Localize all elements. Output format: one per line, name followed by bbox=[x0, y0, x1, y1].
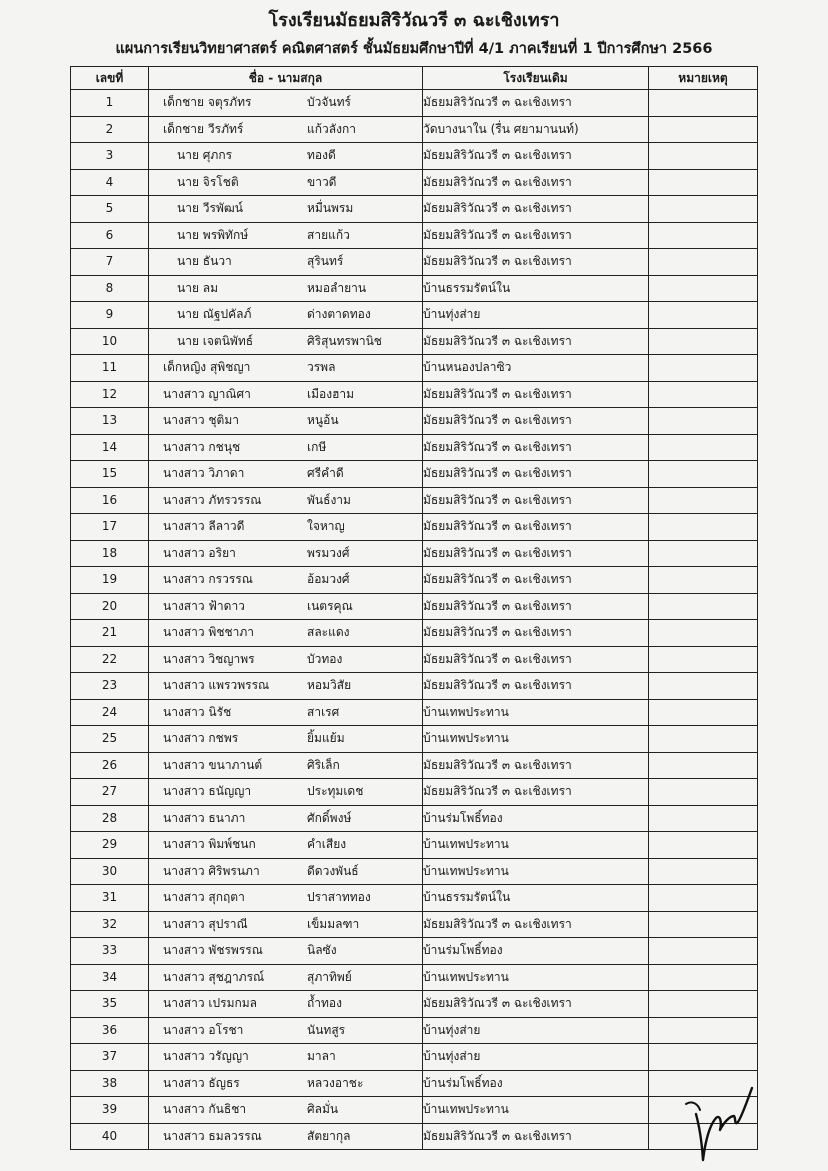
student-given-name: นางสาว พิชชาภา bbox=[163, 625, 255, 639]
student-surname: ศิลมั่น bbox=[307, 1102, 339, 1116]
table-row bbox=[71, 567, 758, 594]
previous-school: มัธยมสิริวัณวรี ๓ ฉะเชิงเทรา bbox=[423, 196, 649, 223]
row-number: 6 bbox=[71, 222, 149, 249]
student-given-name: นางสาว ธนัญญา bbox=[163, 784, 252, 798]
student-surname: ด่างตาดทอง bbox=[307, 307, 371, 321]
header-remarks: หมายเหตุ bbox=[649, 67, 758, 90]
previous-school: มัธยมสิริวัณวรี ๓ ฉะเชิงเทรา bbox=[423, 752, 649, 779]
student-name bbox=[149, 514, 423, 541]
table-row bbox=[71, 275, 758, 302]
table-row bbox=[71, 1123, 758, 1150]
student-surname: ประทุมเดช bbox=[307, 784, 364, 798]
table-body bbox=[71, 90, 758, 1150]
remark-cell bbox=[649, 832, 758, 859]
previous-school: บ้านร่มโพธิ์ทอง bbox=[423, 805, 649, 832]
table-row bbox=[71, 1070, 758, 1097]
student-surname: เมืองฮาม bbox=[307, 386, 355, 401]
student-surname: สุภาทิพย์ bbox=[307, 969, 352, 984]
previous-school: มัธยมสิริวัณวรี ๓ ฉะเชิงเทรา bbox=[423, 328, 649, 355]
row-number: 37 bbox=[71, 1044, 149, 1071]
row-number: 33 bbox=[71, 938, 149, 965]
remark-cell bbox=[649, 514, 758, 541]
table-row bbox=[71, 1097, 758, 1124]
student-surname: หมอลำยาน bbox=[307, 280, 367, 295]
student-given-name: นางสาว อโรชา bbox=[163, 1022, 244, 1037]
row-number: 24 bbox=[71, 699, 149, 726]
previous-school: มัธยมสิริวัณวรี ๓ ฉะเชิงเทรา bbox=[423, 487, 649, 514]
table-row bbox=[71, 911, 758, 938]
previous-school: มัธยมสิริวัณวรี ๓ ฉะเชิงเทรา bbox=[423, 593, 649, 620]
student-given-name: นางสาว พิมพ์ชนก bbox=[163, 837, 256, 851]
previous-school: บ้านร่มโพธิ์ทอง bbox=[423, 1070, 649, 1097]
table-row bbox=[71, 964, 758, 991]
remark-cell bbox=[649, 249, 758, 276]
table-row bbox=[71, 116, 758, 143]
row-number: 9 bbox=[71, 302, 149, 329]
student-surname: หมื่นพรม bbox=[307, 201, 354, 215]
student-given-name: นางสาว ลีลาวดี bbox=[163, 519, 245, 533]
student-given-name: นางสาว ธัญธร bbox=[163, 1075, 240, 1090]
student-name bbox=[149, 1123, 423, 1150]
previous-school: บ้านทุ่งส่าย bbox=[423, 302, 649, 329]
table-row bbox=[71, 726, 758, 753]
previous-school: มัธยมสิริวัณวรี ๓ ฉะเชิงเทรา bbox=[423, 514, 649, 541]
remark-cell bbox=[649, 461, 758, 488]
student-name bbox=[149, 885, 423, 912]
student-surname: อ้อมวงศ์ bbox=[307, 572, 350, 586]
table-row bbox=[71, 222, 758, 249]
table-row bbox=[71, 487, 758, 514]
row-number: 34 bbox=[71, 964, 149, 991]
student-given-name: นางสาว วิชญาพร bbox=[163, 651, 255, 666]
student-given-name: นางสาว กรวรรณ bbox=[163, 572, 253, 586]
student-given-name: นาย ธันวา bbox=[177, 254, 232, 268]
student-name bbox=[149, 593, 423, 620]
row-number: 29 bbox=[71, 832, 149, 859]
remark-cell bbox=[649, 726, 758, 753]
student-given-name: นางสาว ธนาภา bbox=[163, 810, 246, 825]
previous-school: มัธยมสิริวัณวรี ๓ ฉะเชิงเทรา bbox=[423, 249, 649, 276]
table-row bbox=[71, 593, 758, 620]
student-given-name: นางสาว อริยา bbox=[163, 545, 236, 560]
student-surname: นิลซัง bbox=[307, 943, 337, 957]
remark-cell bbox=[649, 646, 758, 673]
student-name bbox=[149, 143, 423, 170]
student-surname: เกษี bbox=[307, 439, 327, 454]
remark-cell bbox=[649, 699, 758, 726]
table-row bbox=[71, 461, 758, 488]
remark-cell bbox=[649, 143, 758, 170]
remark-cell bbox=[649, 381, 758, 408]
row-number: 7 bbox=[71, 249, 149, 276]
student-surname: ใจหาญ bbox=[307, 519, 345, 533]
student-name bbox=[149, 487, 423, 514]
row-number: 14 bbox=[71, 434, 149, 461]
student-surname: สาเรศ bbox=[307, 704, 340, 719]
row-number: 21 bbox=[71, 620, 149, 647]
row-number: 4 bbox=[71, 169, 149, 196]
row-number: 31 bbox=[71, 885, 149, 912]
student-name bbox=[149, 1097, 423, 1124]
student-surname: คำเสียง bbox=[307, 837, 347, 851]
student-name bbox=[149, 1017, 423, 1044]
student-name bbox=[149, 964, 423, 991]
student-surname: หนูอ้น bbox=[307, 413, 339, 427]
student-surname: ศรีคำดี bbox=[307, 466, 344, 480]
remark-cell bbox=[649, 673, 758, 700]
previous-school: บ้านร่มโพธิ์ทอง bbox=[423, 938, 649, 965]
previous-school: มัธยมสิริวัณวรี ๓ ฉะเชิงเทรา bbox=[423, 779, 649, 806]
student-name bbox=[149, 779, 423, 806]
student-surname: พรมวงศ์ bbox=[307, 545, 350, 560]
student-name bbox=[149, 249, 423, 276]
student-given-name: นางสาว กันธิชา bbox=[163, 1102, 247, 1116]
header-name: ชื่อ - นามสกุล bbox=[149, 67, 423, 90]
table-row bbox=[71, 249, 758, 276]
table-row bbox=[71, 540, 758, 567]
student-name bbox=[149, 832, 423, 859]
remark-cell bbox=[649, 938, 758, 965]
student-name bbox=[149, 1044, 423, 1071]
student-surname: หลวงอาชะ bbox=[307, 1075, 364, 1090]
table-row bbox=[71, 514, 758, 541]
student-given-name: นางสาว ขนาภานต์ bbox=[163, 757, 263, 772]
previous-school: มัธยมสิริวัณวรี ๓ ฉะเชิงเทรา bbox=[423, 991, 649, 1018]
student-given-name: นางสาว สุกฤตา bbox=[163, 890, 245, 904]
student-given-name: นางสาว สุชฎาภรณ์ bbox=[163, 969, 265, 984]
remark-cell bbox=[649, 1044, 758, 1071]
table-row bbox=[71, 196, 758, 223]
table-row bbox=[71, 381, 758, 408]
table-row bbox=[71, 938, 758, 965]
student-surname: พันธ์งาม bbox=[307, 492, 351, 507]
remark-cell bbox=[649, 911, 758, 938]
student-given-name: นางสาว แพรวพรรณ bbox=[163, 678, 270, 692]
previous-school: บ้านเทพประทาน bbox=[423, 858, 649, 885]
student-given-name: เด็กชาย จตุรภัทร bbox=[163, 95, 252, 109]
previous-school: มัธยมสิริวัณวรี ๓ ฉะเชิงเทรา bbox=[423, 381, 649, 408]
student-given-name: เด็กชาย วีรภัทร์ bbox=[163, 121, 244, 136]
student-name bbox=[149, 646, 423, 673]
row-number: 26 bbox=[71, 752, 149, 779]
student-surname: มาลา bbox=[307, 1049, 336, 1063]
row-number: 28 bbox=[71, 805, 149, 832]
row-number: 3 bbox=[71, 143, 149, 170]
student-name bbox=[149, 858, 423, 885]
student-name bbox=[149, 222, 423, 249]
previous-school: มัธยมสิริวัณวรี ๓ ฉะเชิงเทรา bbox=[423, 911, 649, 938]
student-surname: สัตยากุล bbox=[307, 1128, 351, 1143]
remark-cell bbox=[649, 620, 758, 647]
remark-cell bbox=[649, 991, 758, 1018]
table-row bbox=[71, 779, 758, 806]
student-surname: ขาวดี bbox=[307, 174, 337, 189]
table-row bbox=[71, 805, 758, 832]
table-row bbox=[71, 752, 758, 779]
previous-school: บ้านหนองปลาซิว bbox=[423, 355, 649, 382]
student-surname: เนตรคุณ bbox=[307, 598, 353, 613]
student-name bbox=[149, 275, 423, 302]
student-name bbox=[149, 408, 423, 435]
table-row bbox=[71, 832, 758, 859]
student-name bbox=[149, 805, 423, 832]
student-surname: ดีดวงพันธ์ bbox=[307, 863, 359, 878]
previous-school: บ้านเทพประทาน bbox=[423, 699, 649, 726]
student-surname: สละแดง bbox=[307, 625, 350, 639]
student-surname: ทองดี bbox=[307, 148, 336, 162]
student-surname: ศิริเล็ก bbox=[307, 757, 340, 772]
row-number: 17 bbox=[71, 514, 149, 541]
student-given-name: นาย จิรโชติ bbox=[177, 174, 239, 189]
previous-school: มัธยมสิริวัณวรี ๓ ฉะเชิงเทรา bbox=[423, 143, 649, 170]
remark-cell bbox=[649, 90, 758, 117]
student-given-name: นางสาว ฟ้าดาว bbox=[163, 598, 245, 613]
student-surname: สุรินทร์ bbox=[307, 254, 344, 268]
row-number: 1 bbox=[71, 90, 149, 117]
student-given-name: นาย เจตนิพัทธ์ bbox=[177, 333, 254, 348]
previous-school: มัธยมสิริวัณวรี ๓ ฉะเชิงเทรา bbox=[423, 540, 649, 567]
table-row bbox=[71, 355, 758, 382]
student-surname: ศิริสุนทรพานิช bbox=[307, 333, 382, 348]
student-given-name: นางสาว วรัญญา bbox=[163, 1049, 249, 1063]
student-name bbox=[149, 752, 423, 779]
table-row bbox=[71, 90, 758, 117]
previous-school: บ้านเทพประทาน bbox=[423, 726, 649, 753]
header-number: เลขที่ bbox=[71, 67, 149, 90]
student-given-name: นางสาว พัชรพรรณ bbox=[163, 943, 263, 957]
student-given-name: นาย ลม bbox=[177, 280, 219, 295]
row-number: 27 bbox=[71, 779, 149, 806]
previous-school: มัธยมสิริวัณวรี ๓ ฉะเชิงเทรา bbox=[423, 222, 649, 249]
table-header-row bbox=[71, 67, 758, 90]
student-given-name: นางสาว นิรัช bbox=[163, 704, 232, 719]
remark-cell bbox=[649, 275, 758, 302]
student-given-name: นางสาว เปรมกมล bbox=[163, 996, 258, 1010]
previous-school: มัธยมสิริวัณวรี ๓ ฉะเชิงเทรา bbox=[423, 646, 649, 673]
student-name bbox=[149, 938, 423, 965]
student-name bbox=[149, 567, 423, 594]
previous-school: บ้านเทพประทาน bbox=[423, 964, 649, 991]
row-number: 12 bbox=[71, 381, 149, 408]
remark-cell bbox=[649, 196, 758, 223]
student-given-name: เด็กหญิง สุพิชญา bbox=[163, 360, 251, 374]
student-given-name: นางสาว ศิริพรนภา bbox=[163, 863, 260, 878]
student-given-name: นางสาว สุปราณี bbox=[163, 916, 248, 931]
row-number: 5 bbox=[71, 196, 149, 223]
row-number: 20 bbox=[71, 593, 149, 620]
table-row bbox=[71, 434, 758, 461]
previous-school: มัธยมสิริวัณวรี ๓ ฉะเชิงเทรา bbox=[423, 169, 649, 196]
document-subtitle: แผนการเรียนวิทยาศาสตร์ คณิตศาสตร์ ชั้นมัธยมศึกษาปีที่ 4/1 ภาคเรียนที่ 1 ปีการศึกษา 2566 bbox=[115, 41, 713, 57]
row-number: 2 bbox=[71, 116, 149, 143]
remark-cell bbox=[649, 487, 758, 514]
student-name bbox=[149, 116, 423, 143]
table-row bbox=[71, 646, 758, 673]
row-number: 11 bbox=[71, 355, 149, 382]
table-row bbox=[71, 1044, 758, 1071]
remark-cell bbox=[649, 858, 758, 885]
row-number: 10 bbox=[71, 328, 149, 355]
row-number: 16 bbox=[71, 487, 149, 514]
student-given-name: นางสาว กชนุช bbox=[163, 439, 241, 454]
student-given-name: นางสาว ธมลวรรณ bbox=[163, 1128, 262, 1143]
table-row bbox=[71, 302, 758, 329]
row-number: 23 bbox=[71, 673, 149, 700]
student-name bbox=[149, 302, 423, 329]
student-given-name: นาย ณัฐปคัลภ์ bbox=[177, 307, 252, 321]
student-name bbox=[149, 381, 423, 408]
previous-school: มัธยมสิริวัณวรี ๓ ฉะเชิงเทรา bbox=[423, 461, 649, 488]
row-number: 22 bbox=[71, 646, 149, 673]
student-given-name: นางสาว กชพร bbox=[163, 731, 239, 745]
remark-cell bbox=[649, 540, 758, 567]
previous-school: มัธยมสิริวัณวรี ๓ ฉะเชิงเทรา bbox=[423, 620, 649, 647]
table-row bbox=[71, 328, 758, 355]
student-given-name: นาย พรพิทักษ์ bbox=[177, 227, 249, 242]
student-name bbox=[149, 169, 423, 196]
remark-cell bbox=[649, 222, 758, 249]
student-surname: ปราสาททอง bbox=[307, 890, 371, 904]
row-number: 13 bbox=[71, 408, 149, 435]
previous-school: มัธยมสิริวัณวรี ๓ ฉะเชิงเทรา bbox=[423, 408, 649, 435]
student-name bbox=[149, 355, 423, 382]
previous-school: มัธยมสิริวัณวรี ๓ ฉะเชิงเทรา bbox=[423, 434, 649, 461]
table-row bbox=[71, 408, 758, 435]
student-name bbox=[149, 620, 423, 647]
student-surname: ศักดิ์พงษ์ bbox=[307, 810, 352, 825]
previous-school: บ้านธรรมรัตน์ใน bbox=[423, 885, 649, 912]
row-number: 25 bbox=[71, 726, 149, 753]
row-number: 39 bbox=[71, 1097, 149, 1124]
remark-cell bbox=[649, 964, 758, 991]
row-number: 32 bbox=[71, 911, 149, 938]
row-number: 35 bbox=[71, 991, 149, 1018]
student-surname: เข็มมลฑา bbox=[307, 916, 360, 931]
remark-cell bbox=[649, 328, 758, 355]
row-number: 38 bbox=[71, 1070, 149, 1097]
remark-cell bbox=[649, 805, 758, 832]
previous-school: วัดบางนาใน (รื่น ศยามานนท์) bbox=[423, 116, 649, 143]
student-surname: ยิ้มแย้ม bbox=[307, 731, 345, 745]
table-row bbox=[71, 143, 758, 170]
remark-cell bbox=[649, 593, 758, 620]
row-number: 36 bbox=[71, 1017, 149, 1044]
student-name bbox=[149, 699, 423, 726]
table-row bbox=[71, 858, 758, 885]
student-name bbox=[149, 673, 423, 700]
student-surname: สายแก้ว bbox=[307, 227, 350, 242]
table-row bbox=[71, 620, 758, 647]
previous-school: บ้านทุ่งส่าย bbox=[423, 1017, 649, 1044]
row-number: 8 bbox=[71, 275, 149, 302]
student-name bbox=[149, 434, 423, 461]
student-surname: แก้วลังกา bbox=[307, 121, 356, 136]
remark-cell bbox=[649, 567, 758, 594]
student-name bbox=[149, 911, 423, 938]
remark-cell bbox=[649, 434, 758, 461]
student-surname: บัวทอง bbox=[307, 651, 343, 666]
remark-cell bbox=[649, 779, 758, 806]
student-name bbox=[149, 726, 423, 753]
remark-cell bbox=[649, 752, 758, 779]
row-number: 40 bbox=[71, 1123, 149, 1150]
table-row bbox=[71, 169, 758, 196]
student-name bbox=[149, 540, 423, 567]
remark-cell bbox=[649, 355, 758, 382]
student-surname: หอมวิสัย bbox=[307, 678, 352, 692]
remark-cell bbox=[649, 408, 758, 435]
table-row bbox=[71, 699, 758, 726]
table-row bbox=[71, 673, 758, 700]
student-given-name: นาย วีรพัฒน์ bbox=[177, 201, 243, 215]
student-given-name: นางสาว ภัทรวรรณ bbox=[163, 492, 262, 507]
student-roster-table bbox=[70, 66, 758, 1150]
student-name bbox=[149, 1070, 423, 1097]
document-title: โรงเรียนมัธยมสิริวัณวรี ๓ ฉะเชิงเทรา bbox=[268, 10, 560, 31]
signature-icon bbox=[676, 1074, 756, 1164]
remark-cell bbox=[649, 885, 758, 912]
table-row bbox=[71, 1017, 758, 1044]
remark-cell bbox=[649, 169, 758, 196]
student-name bbox=[149, 991, 423, 1018]
remark-cell bbox=[649, 1017, 758, 1044]
student-name bbox=[149, 328, 423, 355]
table-row bbox=[71, 885, 758, 912]
previous-school: บ้านธรรมรัตน์ใน bbox=[423, 275, 649, 302]
student-given-name: นางสาว ชุติมา bbox=[163, 413, 240, 427]
student-surname: นันทสูร bbox=[307, 1022, 346, 1037]
student-given-name: นาย ศุภกร bbox=[177, 148, 233, 162]
student-surname: วรพล bbox=[307, 360, 336, 374]
row-number: 15 bbox=[71, 461, 149, 488]
table-row bbox=[71, 991, 758, 1018]
row-number: 30 bbox=[71, 858, 149, 885]
previous-school: บ้านเทพประทาน bbox=[423, 832, 649, 859]
previous-school: มัธยมสิริวัณวรี ๓ ฉะเชิงเทรา bbox=[423, 90, 649, 117]
student-name bbox=[149, 196, 423, 223]
remark-cell bbox=[649, 302, 758, 329]
student-name bbox=[149, 90, 423, 117]
row-number: 18 bbox=[71, 540, 149, 567]
student-given-name: นางสาว วิภาดา bbox=[163, 466, 245, 480]
previous-school: มัธยมสิริวัณวรี ๓ ฉะเชิงเทรา bbox=[423, 673, 649, 700]
student-surname: ถ้ำทอง bbox=[307, 996, 342, 1010]
row-number: 19 bbox=[71, 567, 149, 594]
student-name bbox=[149, 461, 423, 488]
previous-school: มัธยมสิริวัณวรี ๓ ฉะเชิงเทรา bbox=[423, 1123, 649, 1150]
header-previous-school: โรงเรียนเดิม bbox=[423, 67, 649, 90]
student-given-name: นางสาว ญาณิศา bbox=[163, 386, 251, 401]
previous-school: มัธยมสิริวัณวรี ๓ ฉะเชิงเทรา bbox=[423, 567, 649, 594]
student-surname: บัวจันทร์ bbox=[307, 95, 351, 109]
previous-school: บ้านเทพประทาน bbox=[423, 1097, 649, 1124]
previous-school: บ้านทุ่งส่าย bbox=[423, 1044, 649, 1071]
remark-cell bbox=[649, 116, 758, 143]
